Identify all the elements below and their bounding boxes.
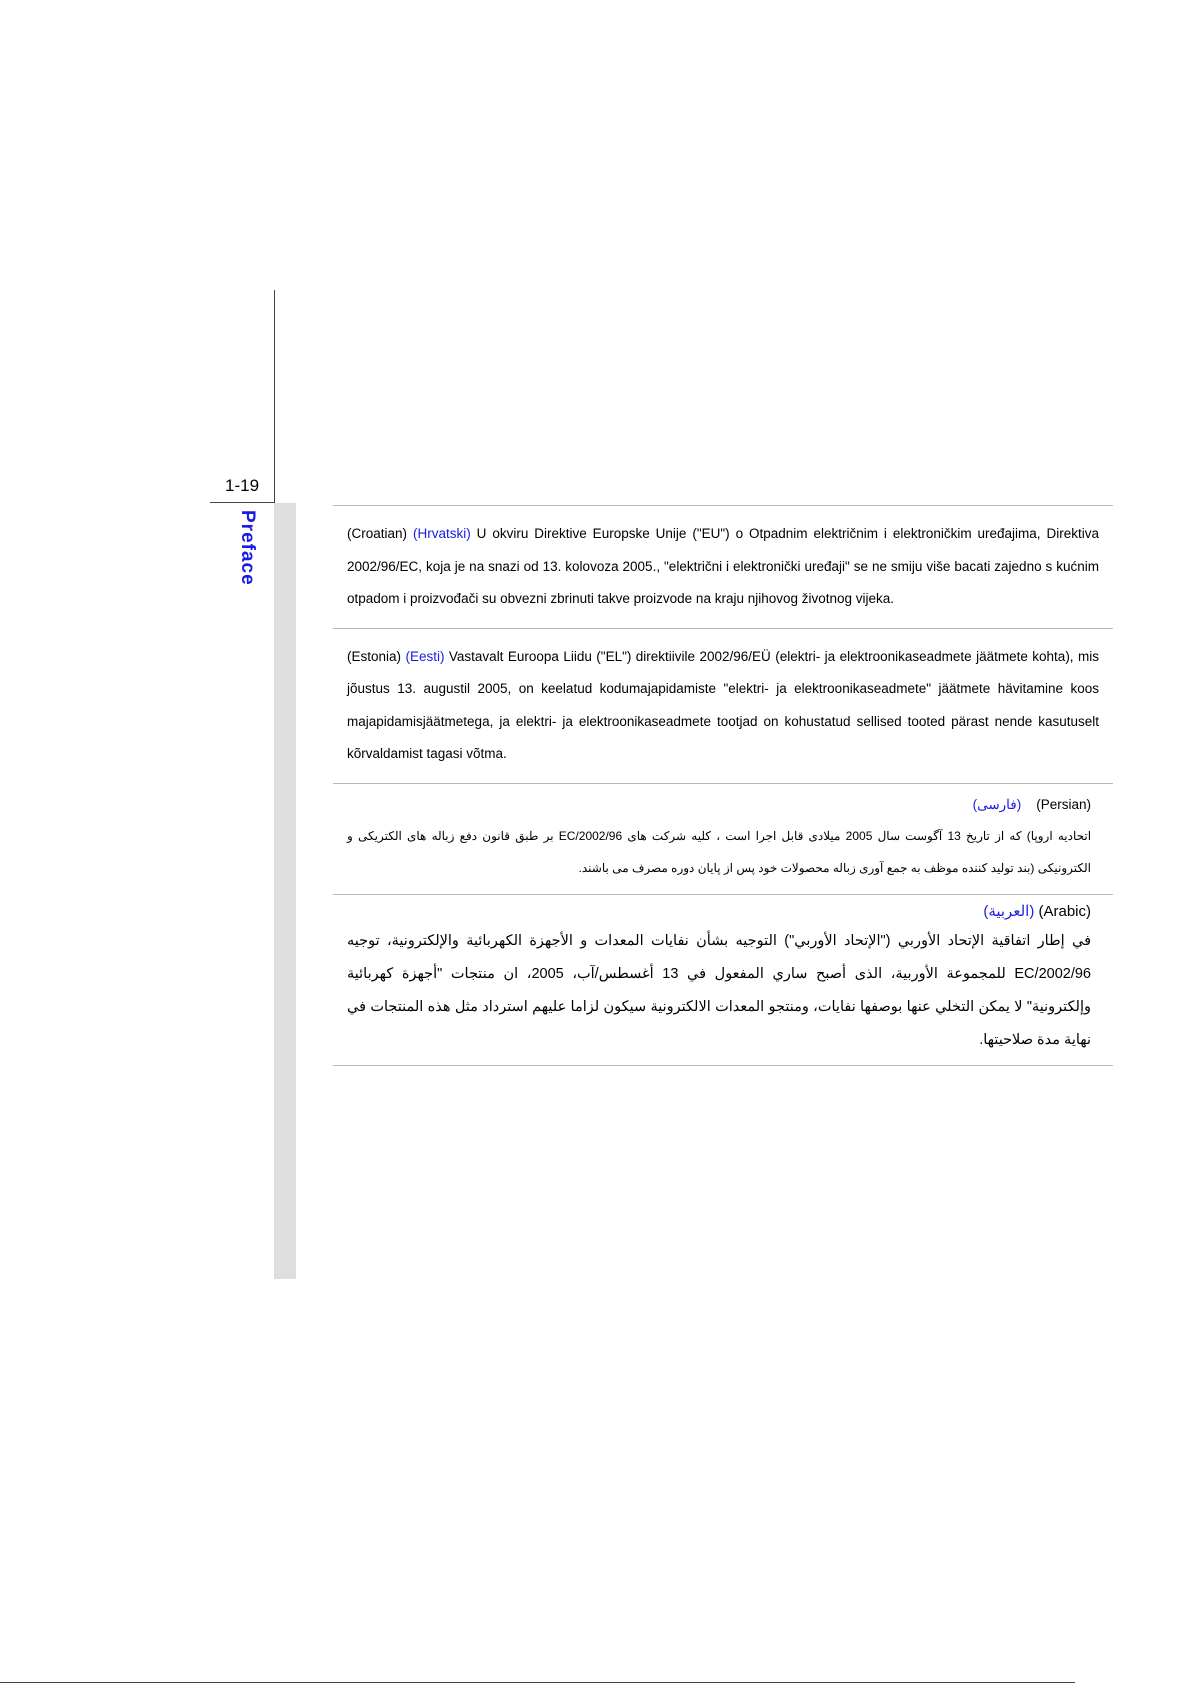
language-native-name: (العربية) [983, 902, 1035, 920]
statement-text: Vastavalt Euroopa Liidu ("EL") direktiivile 2002/96/EÜ (elektri- ja elektroonikaseadmete jäätmete kohta), mis jõustus 13. augustil 2005, on keelatud kodumajapidamiste "elektri- ja elektroonikaseadmete" jäätmete hävitamine koos majapidamisjäätmetega, ja elektri- ja elektroonikaseadmete tootjad on kohustatud sellised tooted pärast nende kasutuselt kõrvaldamist tagasi võtma. [347, 648, 1099, 761]
weee-statement-list [333, 505, 1113, 1066]
language-english-name: (Estonia) [347, 648, 402, 664]
footer-rule [0, 1682, 1075, 1683]
entry-croatian [333, 506, 1113, 628]
entry-arabic [333, 895, 1113, 1065]
page-number: 1-19 [225, 476, 260, 495]
language-english-name: (Arabic) [1038, 902, 1091, 920]
separator [333, 1065, 1113, 1066]
language-heading [347, 790, 1091, 820]
section-label: Preface [237, 510, 258, 586]
language-english-name: (Persian) [1036, 796, 1091, 812]
entry-estonian [333, 629, 1113, 783]
language-native-name: (Hrvatski) [412, 526, 471, 541]
statement-text: في إطار اتفاقية الإتحاد الأوربي ("الإتحاد الأوربي") التوجيه بشأن نفايات المعدات و الأجهزة الكهربائية والإلكترونية، توجيه 2002/96/EC للمجموعة الأوربية، الذى أصبح ساري المفعول في 13 أغسطس/آب، 2005، ان منتجات "أجهزة كهربائية وإلكترونية" لا يمكن التخلي عنها بوصفها نفايات، ومنتجو المعدات الالكترونية سيكون لزاما عليهم استرداد مثل هذه المنتجات في نهاية مدة صلاحيتها. [347, 932, 1091, 1048]
statement-text: U okviru Direktive Europske Unije ("EU") o Otpadnim električnim i elektroničkim uređajima, Direktiva 2002/96/EC, koja je na snazi od 13. kolovoza 2005., "električni i elektronički uređaji" se ne smiju više bacati zajedno s kućnim otpadom i proizvođači su obvezni zbrinuti takve proizvode na kraju njihovog životnog vijeka. [347, 526, 1099, 606]
sidebar-band [274, 503, 296, 1279]
language-english-name: (Croatian) [347, 526, 408, 541]
language-native-name: (Eesti) [405, 648, 445, 664]
entry-persian [333, 784, 1113, 894]
language-native-name: (فارسی) [972, 796, 1022, 812]
statement-text: اتحادیه اروپا) که از تاریخ 13 آگوست سال 2005 میلادی قابل اجرا است ، کلیه شرکت های 2002/96/EC بر طبق قانون دفع زباله های الکتریکی و الکترونیکی (بند تولید کننده موظف به جمع آوری زباله محصولات خود پس از پایان دوره مصرف می باشند. [347, 828, 1092, 875]
page-number-rule [210, 502, 275, 503]
language-heading [347, 899, 1091, 925]
